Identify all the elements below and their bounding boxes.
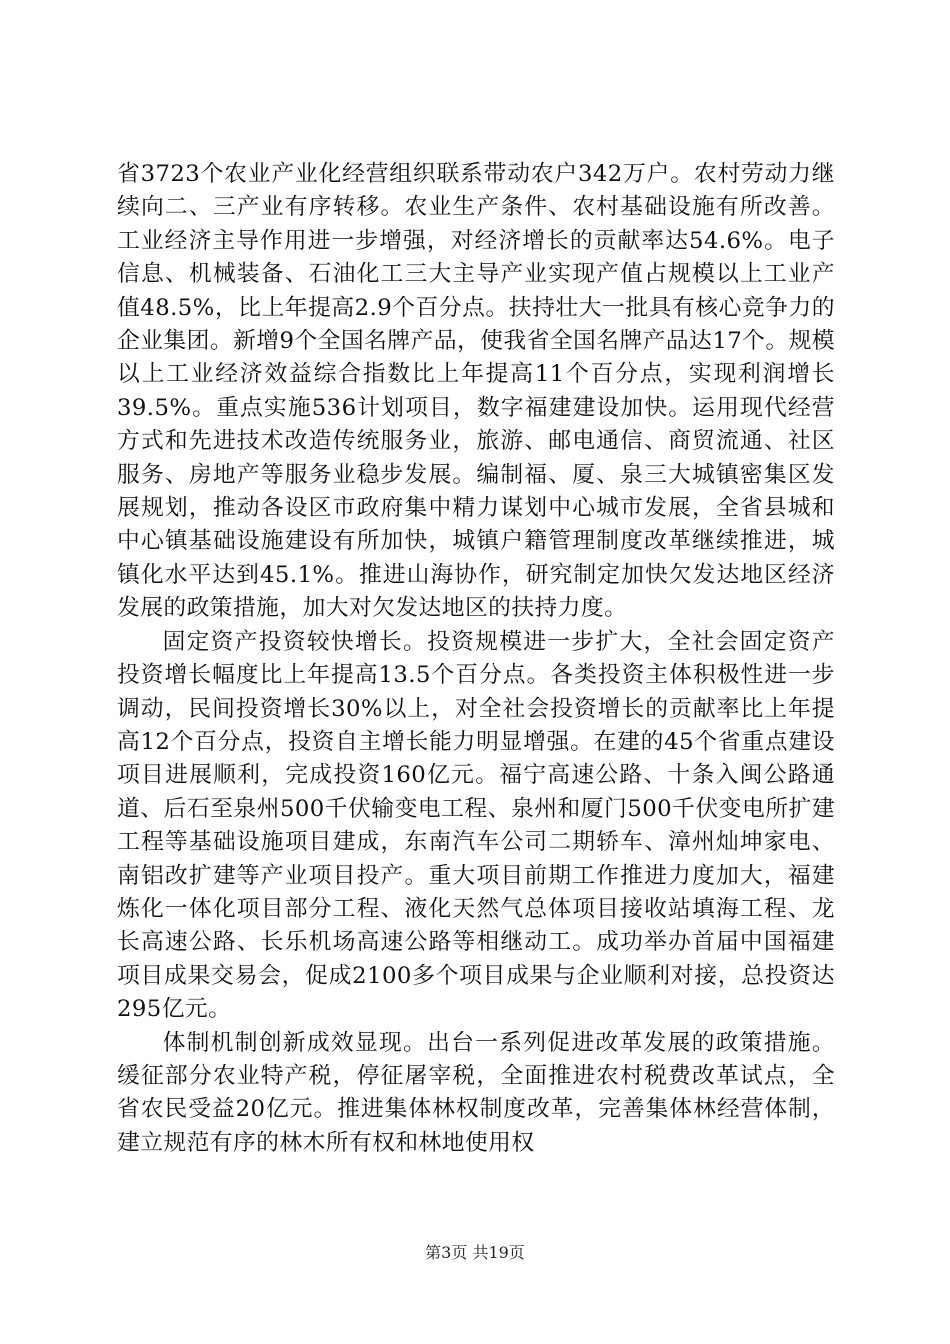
page-number-footer: 第3页 共19页 bbox=[425, 1243, 525, 1262]
paragraph-continued: 省3723个农业产业化经营组织联系带动农户342万户。农村劳动力继续向二、三产业有序转移。农业生产条件、农村基础设施有所改善。工业经济主导作用进一步增强，对经济增长的贡献率达54.6%。电子信息、机械装备、石油化工三大主导产业实现产值占规模以上工业产值48.5%，比上年提高2.9个百分点。扶持壮大一批具有核心竞争力的企业集团。新增9个全国名牌产品，使我省全国名牌产品达17个。规模以上工业经济效益综合指数比上年提高11个百分点，实现利润增长39.5%。重点实施536计划项目，数字福建建设加快。运用现代经营方式和先进技术改造传统服务业，旅游、邮电通信、商贸流通、社区服务、房地产等服务业稳步发展。编制福、厦、泉三大城镇密集区发展规划，推动各设区市政府集中精力谋划中心城市发展，全省县城和中心镇基础设施建设有所加快，城镇户籍管理制度改革继续推进，城镇化水平达到45.1%。推进山海协作，研究制定加快欠发达地区经济发展的政策措施，加大对欠发达地区的扶持力度。 bbox=[117, 161, 835, 622]
body-text bbox=[117, 158, 835, 1160]
paragraph-fixed-asset-investment: 固定资产投资较快增长。投资规模进一步扩大，全社会固定资产投资增长幅度比上年提高13.5个百分点。各类投资主体积极性进一步调动，民间投资增长30%以上，对全社会投资增长的贡献率比上年提高12个百分点，投资自主增长能力明显增强。在建的45个省重点建设项目进展顺利，完成投资160亿元。福宁高速公路、十条入闽公路通道、后石至泉州500千伏输变电工程、泉州和厦门500千伏变电所扩建工程等基础设施项目建成，东南汽车公司二期轿车、漳州灿坤家电、南铝改扩建等产业项目投产。重大项目前期工作推进力度加大，福建炼化一体化项目部分工程、液化天然气总体项目接收站填海工程、龙长高速公路、长乐机场高速公路等相继动工。成功举办首届中国福建项目成果交易会，促成2100多个项目成果与企业顺利对接，总投资达295亿元。 bbox=[117, 628, 835, 1023]
paragraph-institutional-innovation: 体制机制创新成效显现。出台一系列促进改革发展的政策措施。缓征部分农业特产税，停征屠宰税，全面推进农村税费改革试点，全省农民受益20亿元。推进集体林权制度改革，完善集体林经营体制，建立规范有序的林木所有权和林地使用权 bbox=[117, 1029, 835, 1156]
